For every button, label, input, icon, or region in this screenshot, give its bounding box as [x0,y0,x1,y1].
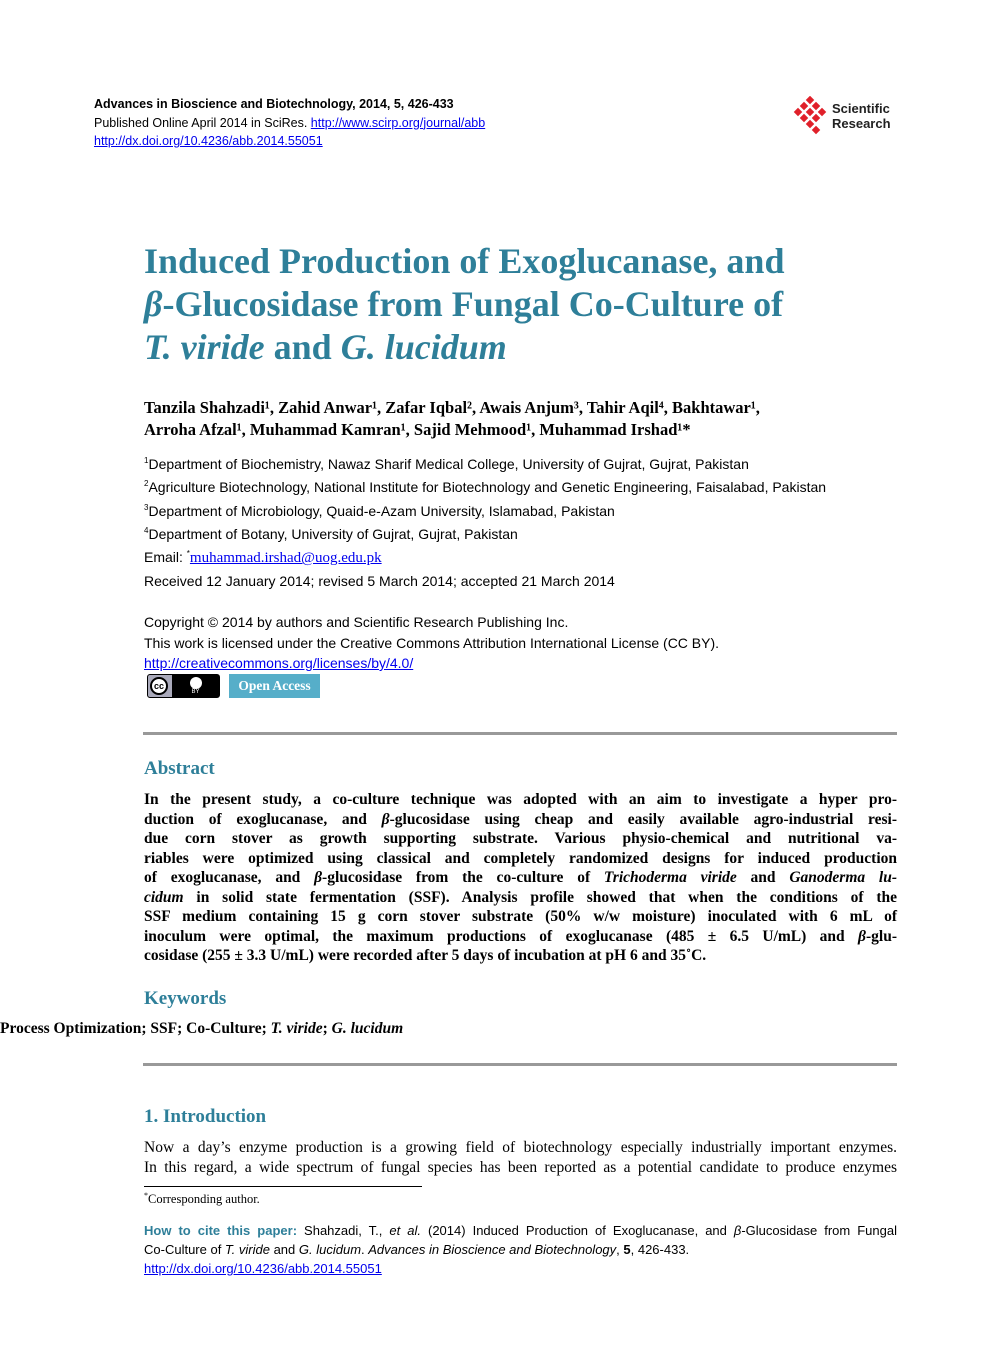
text-segment: . [361,1242,369,1257]
aff-text: Department of Botany, University of Gujrat, Gujrat, Pakistan [148,525,518,542]
citation-label: How to cite this paper: [144,1223,298,1238]
aff-num: 4 [144,525,149,535]
title-text: and [264,327,341,367]
by-label: BY [191,688,200,695]
text-segment: cosidase (255 ± 3.3 U/mL) were recorded after 5 days of incubation at pH 6 and 35˚C. [144,947,707,964]
citation-doi-link[interactable]: http://dx.doi.org/10.4236/abb.2014.55051 [144,1261,382,1276]
affiliation [144,474,826,497]
abstract-line [144,830,897,848]
email-line [144,544,826,568]
abstract-line [144,908,897,926]
text-segment: Process Optimization; SSF; Co-Culture; [0,1020,271,1037]
copyright-line: Copyright © 2014 by authors and Scientific Research Publishing Inc. [144,614,569,630]
text-segment: of exoglucanase, and [144,869,315,886]
text-segment: 5 [623,1242,631,1257]
intro-line: Now a day’s enzyme production is a growing field of biotechnology especially industrially important enzymes. [144,1139,897,1156]
publisher-logo [790,96,891,136]
attribution-icon [190,677,202,689]
text-segment: due corn stover as growth supporting substrate. Various physio-chemical and nutritional va- [144,830,897,847]
email-label: Email: [144,549,187,566]
journal-header [94,95,485,151]
italic-text: Advances in Bioscience and Biotechnology [368,1242,617,1257]
italic-text: G. lucidum [298,1242,362,1257]
keywords-heading: Keywords [144,988,227,1009]
citation-text [297,1223,897,1238]
italic-text: et al. [389,1223,421,1238]
authors-line: Tanzila Shahzadi¹, Zahid Anwar¹, Zafar Iqbal², Awais Anjum³, Tahir Aqil⁴, Bakhtawar¹, [144,398,760,417]
abstract-line [144,791,897,809]
title-line: Induced Production of Exoglucanase, and [144,241,785,281]
published-note: Published Online April 2014 in SciRes. [94,115,311,130]
text-segment: SSF medium containing 15 g corn stover substrate (50% w/w moisture) inoculated with 6 mL of [144,908,897,925]
title-line [144,283,784,326]
citation-text [144,1240,897,1259]
italic-text: T. viride [270,1020,323,1037]
author-list [144,397,760,441]
cc-by-badge[interactable] [147,674,220,698]
text-segment: duction of exoglucanase, and [144,810,382,828]
divider [143,732,897,735]
text-segment: -glu- [866,927,897,945]
text-segment: Co-Culture of [144,1242,225,1257]
journal-link[interactable]: http://www.scirp.org/journal/abb [310,115,486,130]
italic-text: Ganoderma lu- [789,869,897,886]
footnote [144,1191,260,1207]
text-segment: , 426-433. [630,1242,690,1257]
italic-text: β [381,810,390,828]
footnote-rule [144,1186,422,1187]
cc-icon: cc [150,677,168,695]
aff-num: 3 [144,502,149,512]
citation-box [144,1221,897,1278]
text-segment: In the present study, a co-culture technique was adopted with an aim to investigate a hyper pro- [144,791,897,808]
affiliation [144,451,826,474]
italic-text: T. viride [224,1242,270,1257]
abstract-line [144,928,897,946]
footnote-text: Corresponding author. [148,1192,260,1207]
aff-text: Department of Microbiology, Quaid-e-Azam University, Islamabad, Pakistan [148,502,615,519]
journal-citation: Advances in Bioscience and Biotechnology, 2014, 5, 426-433 [94,97,454,111]
text-segment: (2014) Induced Production of Exoglucanase, and [420,1223,734,1238]
doi-link[interactable]: http://dx.doi.org/10.4236/abb.2014.55051 [94,134,323,148]
text-segment: ; [322,1020,332,1037]
title-line [144,326,784,369]
aff-text: Agriculture Biotechnology, National Institute for Biotechnology and Genetic Engineering, Faisalabad, Pakistan [148,479,827,496]
affiliations [144,451,826,568]
text-segment: and [736,869,790,886]
text-segment: -glucosidase from the co-culture of [322,869,604,886]
italic-text: Trichoderma viride [603,869,737,886]
received-dates: Received 12 January 2014; revised 5 March 2014; accepted 21 March 2014 [144,573,615,589]
text-segment: inoculum were optimal, the maximum productions of exoglucanase (485 ± 6.5 U/mL) and [144,927,859,945]
species-name: G. lucidum [340,327,507,367]
divider [143,1063,897,1066]
aff-num: 2 [144,479,149,489]
logo-line1: Scientific [832,101,890,116]
license-line: This work is licensed under the Creative Commons Attribution International License (CC BY). [144,634,720,651]
species-name: T. viride [144,327,265,367]
paper-title [144,240,784,369]
email-link[interactable]: muhammad.irshad@uog.edu.pk [189,550,382,567]
italic-text: cidum [144,888,184,906]
text-segment: in solid state fermentation (SSF). Analysis profile showed that when the conditions of the [183,888,897,906]
open-access-badge[interactable]: Open Access [229,674,320,698]
text-segment: -glucosidase using cheap and easily available agro-industrial resi- [389,810,897,828]
abstract-line [144,947,897,965]
introduction-heading: 1. Introduction [144,1106,267,1127]
abstract-line [144,889,897,907]
keywords-list [0,1020,403,1038]
scientific-research-logo-icon [790,96,828,136]
authors-line: Arroha Afzal¹, Muhammad Kamran¹, Sajid Mehmood¹, Muhammad Irshad¹* [144,420,691,439]
beta-symbol: β [144,284,163,324]
aff-text: Department of Biochemistry, Nawaz Sharif Medical College, University of Gujrat, Gujrat, Pakistan [148,456,749,472]
asterisk: * [186,549,190,559]
text-segment: , [616,1242,624,1257]
text-segment: and [269,1242,299,1257]
abstract-line [144,850,897,868]
text-segment: riables were optimized using classical and completely randomized designs for induced production [144,849,897,867]
italic-text: β [314,869,323,886]
abstract-heading: Abstract [144,758,215,779]
abstract-line [144,869,897,887]
italic-text: β [733,1223,742,1238]
title-text: -Glucosidase from Fungal Co-Culture of [162,284,784,324]
license-link[interactable]: http://creativecommons.org/licenses/by/4.0/ [144,655,414,671]
affiliation [144,498,826,521]
aff-num: 1 [144,456,149,465]
affiliation [144,521,826,544]
text-segment: -Glucosidase from Fungal [741,1223,897,1238]
intro-line: In this regard, a wide spectrum of fungal species has been reported as a potential candidate to produce enzymes [144,1159,897,1176]
abstract-line [144,811,897,829]
text-segment: Shahzadi, T., [297,1223,390,1238]
asterisk: * [144,1191,148,1200]
italic-text: G. lucidum [331,1020,404,1037]
copyright [144,612,719,674]
logo-line2: Research [832,116,891,131]
italic-text: β [858,927,866,945]
